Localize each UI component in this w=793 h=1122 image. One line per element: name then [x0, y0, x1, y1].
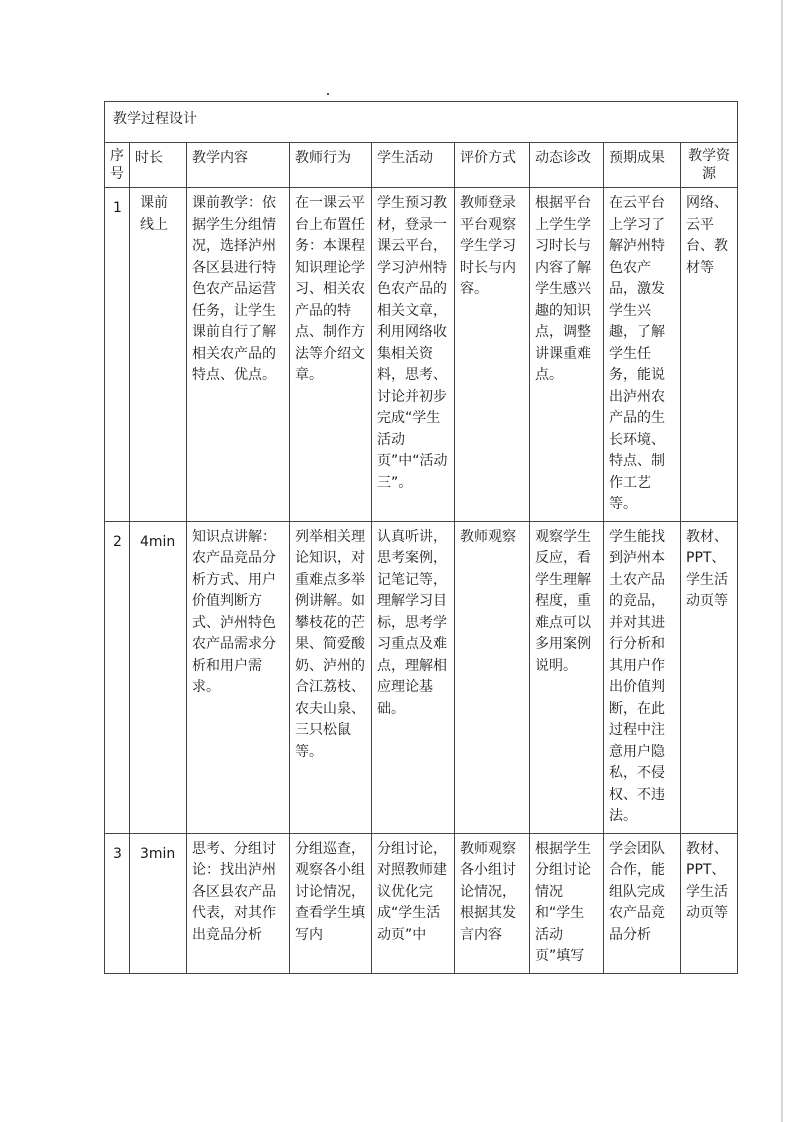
header-outcome: 预期成果 — [604, 143, 681, 188]
header-diagnosis: 动态诊改 — [530, 143, 604, 188]
scan-speck — [327, 93, 329, 95]
row-resources: 教材、PPT、学生活动页等 — [681, 521, 738, 833]
row-content: 知识点讲解：农产品竞品分析方式、用户价值判断方式、泸州特色农产品需求分析和用户需求。 — [187, 521, 290, 833]
section-title: 教学过程设计 — [105, 102, 738, 143]
row-duration-text: 4min — [140, 533, 176, 550]
scan-edge-shadow — [781, 0, 783, 1122]
row-student: 分组讨论，对照教师建议优化完成“学生活动页”中 — [372, 833, 455, 973]
row-content: 课前教学：依据学生分组情况，选择泸州各区县进行特色农产品运营任务，让学生课前自行了解相关农产品的特点、优点。 — [187, 188, 290, 522]
row-evaluation: 教师登录平台观察学生学习时长与内容。 — [455, 188, 530, 522]
row-teacher: 列举相关理论知识，对重难点多举例讲解。如攀枝花的芒果、简爱酸奶、泸州的合江荔枝、农夫山泉、三只松鼠等。 — [290, 521, 372, 833]
header-teacher: 教师行为 — [290, 143, 372, 188]
row-outcome: 学会团队合作，能组队完成农产品竞品分析 — [604, 833, 681, 973]
row-duration-text: 3min — [140, 845, 176, 862]
row-no-text: 3 — [113, 845, 122, 862]
header-no: 序号 — [105, 143, 130, 188]
row-diagnosis: 观察学生反应，看学生理解程度，重难点可以多用案例说明。 — [530, 521, 604, 833]
row-evaluation: 教师观察 — [455, 521, 530, 833]
row-duration — [130, 833, 187, 973]
header-student: 学生活动 — [372, 143, 455, 188]
row-duration — [130, 521, 187, 833]
row-teacher: 分组巡查，观察各小组讨论情况，查看学生填写内 — [290, 833, 372, 973]
row-duration: 课前线上 — [130, 188, 187, 522]
row-no-text: 1 — [113, 200, 122, 216]
row-no — [105, 833, 130, 973]
header-resources: 教学资源 — [681, 143, 738, 188]
row-teacher: 在一课云平台上布置任务：本课程知识理论学习、相关农产品的特点、制作方法等介绍文章。 — [290, 188, 372, 522]
row-evaluation: 教师观察各小组讨论情况，根据其发言内容 — [455, 833, 530, 973]
row-student: 认真听讲，思考案例，记笔记等，理解学习目标，思考学习重点及难点，理解相应理论基础。 — [372, 521, 455, 833]
table-row — [105, 188, 738, 522]
table-title-row — [105, 102, 738, 143]
header-row — [105, 143, 738, 188]
row-no — [105, 521, 130, 833]
teaching-process-table — [104, 101, 738, 974]
row-resources: 网络、云平台、教材等 — [681, 188, 738, 522]
header-evaluation: 评价方式 — [455, 143, 530, 188]
row-outcome: 学生能找到泸州本土农产品的竞品，并对其进行分析和其用户作出价值判断，在此过程中注意用户隐私，不侵权、不违法。 — [604, 521, 681, 833]
row-diagnosis: 根据平台上学生学习时长与内容了解学生感兴趣的知识点，调整讲课重难点。 — [530, 188, 604, 522]
header-duration: 时长 — [130, 143, 187, 188]
row-diagnosis: 根据学生分组讨论情况和“学生活动页”填写 — [530, 833, 604, 973]
row-resources: 教材、PPT、学生活动页等 — [681, 833, 738, 973]
header-content: 教学内容 — [187, 143, 290, 188]
table-row — [105, 521, 738, 833]
row-student: 学生预习教材，登录一课云平台，学习泸州特色农产品的相关文章，利用网络收集相关资料，思考、讨论并初步完成“学生活动页”中“活动三”。 — [372, 188, 455, 522]
table-row — [105, 833, 738, 973]
row-no-text: 2 — [113, 533, 122, 550]
row-outcome: 在云平台上学习了解泸州特色农产品，激发学生兴趣，了解学生任务，能说出泸州农产品的生长环境、特点、制作工艺等。 — [604, 188, 681, 522]
row-no — [105, 188, 130, 522]
row-content: 思考、分组讨论：找出泸州各区县农产品代表，对其作出竞品分析 — [187, 833, 290, 973]
